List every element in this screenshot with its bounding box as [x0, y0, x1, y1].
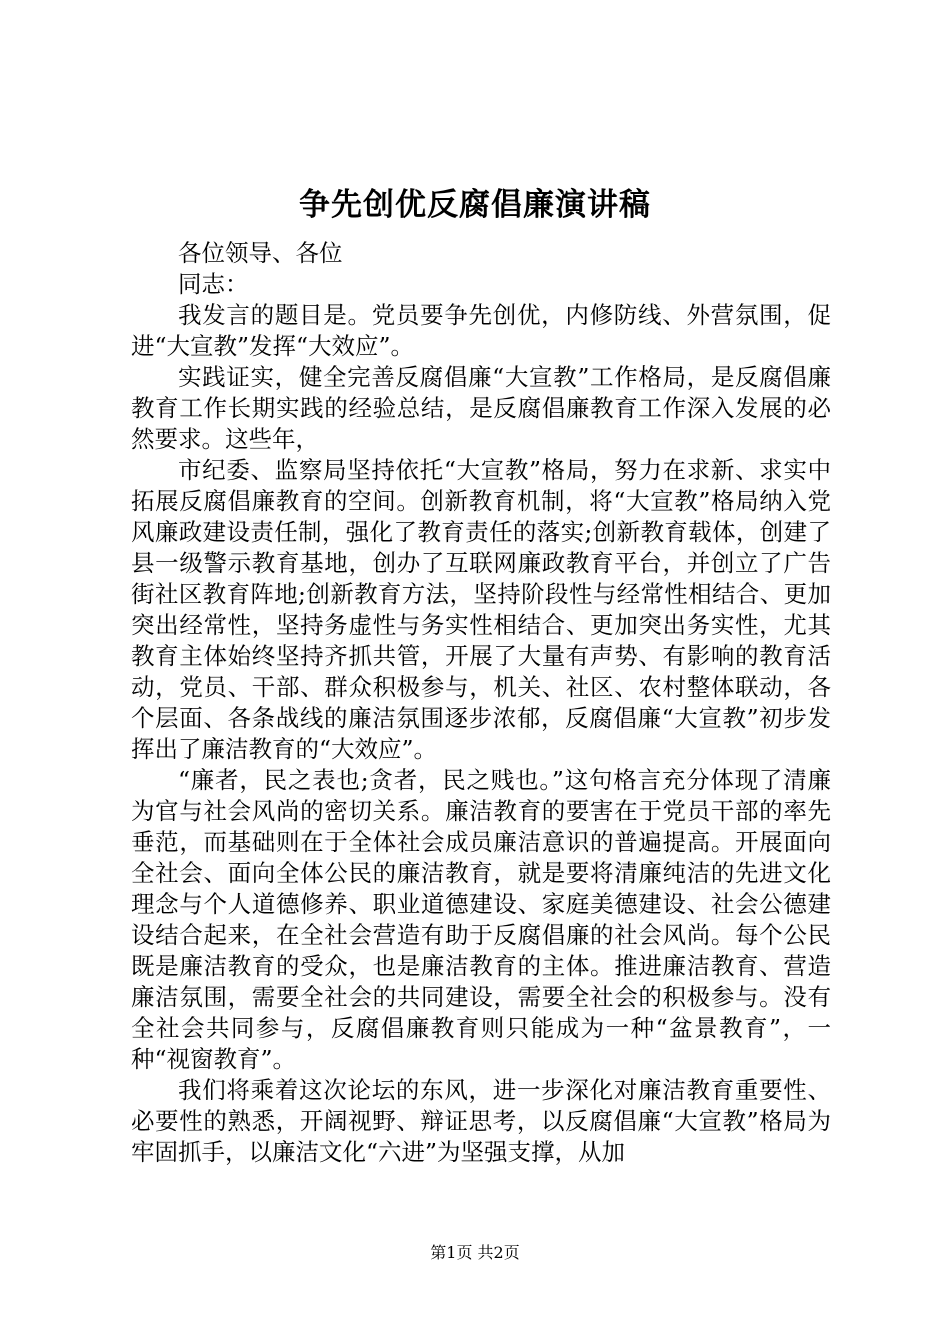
- page-footer: 第1页 共2页: [430, 1243, 520, 1262]
- paragraph-commission: 市纪委、监察局坚持依托“大宣教”格局，努力在求新、求实中拓展反腐倡廉教育的空间。创新教育机制，将“大宣教”格局纳入党风廉政建设责任制，强化了教育责任的落实;创新教育载体，创建了县一级警示教育基地，创办了互联网廉政教育平台，并创立了广告街社区教育阵地;创新教育方法，坚持阶段性与经常性相结合、更加突出经常性，坚持务虚性与务实性相结合、更加突出务实性，尤其教育主体始终坚持齐抓共管，开展了大量有声势、有影响的教育活动，党员、干部、群众积极参与，机关、社区、农村整体联动，各个层面、各条战线的廉洁氛围逐步浓郁，反腐倡廉“大宣教”初步发挥出了廉洁教育的“大效应”。: [131, 456, 831, 763]
- paragraph-forum: 我们将乘着这次论坛的东风，进一步深化对廉洁教育重要性、必要性的熟悉，开阔视野、辩证思考，以反腐倡廉“大宣教”格局为牢固抓手，以廉洁文化“六进”为坚强支撑，从加: [131, 1076, 831, 1166]
- salutation-line-1: 各位领导、各位: [178, 239, 343, 267]
- document-body: [131, 238, 831, 1168]
- document-title: 争先创优反腐倡廉演讲稿: [299, 187, 651, 223]
- paragraph-practice: 实践证实，健全完善反腐倡廉“大宣教”工作格局，是反腐倡廉教育工作长期实践的经验总结，是反腐倡廉教育工作深入发展的必然要求。这些年，: [131, 363, 831, 453]
- salutation-line-2: 同志：: [178, 270, 249, 298]
- paragraph-quote: “廉者，民之表也;贪者，民之贱也。”这句格言充分体现了清廉为官与社会风尚的密切关系。廉洁教育的要害在于党员干部的率先垂范，而基础则在于全体社会成员廉洁意识的普遍提高。开展面向全社会、面向全体公民的廉洁教育，就是要将清廉纯洁的先进文化理念与个人道德修养、职业道德建设、家庭美德建设、社会公德建设结合起来，在全社会营造有助于反腐倡廉的社会风尚。每个公民既是廉洁教育的受众，也是廉洁教育的主体。推进廉洁教育、营造廉洁氛围，需要全社会的共同建设，需要全社会的积极参与。没有全社会共同参与，反腐倡廉教育则只能成为一种“盆景教育”，一种“视窗教育”。: [131, 766, 831, 1073]
- paragraph-topic: 我发言的题目是。党员要争先创优，内修防线、外营氛围，促进“大宣教”发挥“大效应”。: [131, 301, 831, 360]
